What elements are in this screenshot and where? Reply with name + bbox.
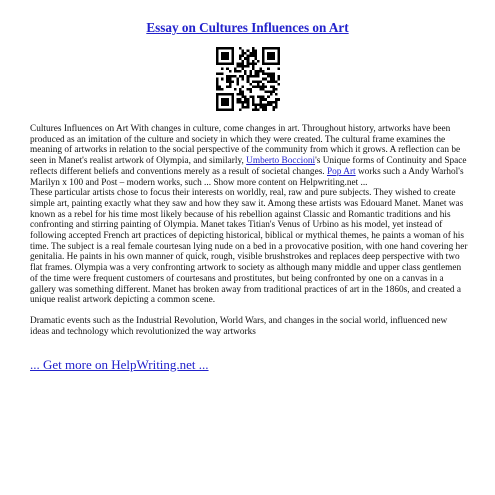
pop-art-link[interactable]: Pop Art	[326, 166, 356, 177]
get-more-link[interactable]: ... Get more on HelpWriting.net ...	[30, 357, 209, 372]
essay-title-link[interactable]: Essay on Cultures Influences on Art	[146, 20, 349, 35]
paragraph-3: Dramatic events such as the Industrial Revolution, World Wars, and changes in the social world, influenced new ideas and technology which revolutionized the way artworks	[30, 315, 448, 337]
paragraph-1	[30, 124, 468, 188]
paragraph-1-text-a: Cultures Influences on Art With changes in culture, come changes in art. Throughout history, artworks have been produced as an imitation of the culture and society in which they were created. The cultural frame examines the meaning of artworks in relation to the social perspective of the community from which it grows. A reflection can be seen in Manet's realist artwork of Olympia, and similarly,	[30, 124, 461, 167]
paragraph-2: These particular artists chose to focus their interests on worldly, real, raw and pure subjects. They wished to create simple art, painting exactly what they saw and how they saw it. Among these artists was Edouard Manet. Manet was known as a rebel for his time most likely because of his rebellion against Classic and Romantic traditions and his confronting and stirring painting of Olympia. Manet takes Titian's Venus of Urbino as his model, yet instead of following accepted French art practices of depicting historical, biblical or mythical themes, he paints a woman of his time. The subject is a real female courtesan lying nude on a bed in a provocative position, with one hand covering her genitalia. He paints in his own manner of quick, rough, visible brushstrokes and replaces deep perspective with two flat frames. Olympia was a very confronting artwork to society as although many middle and upper class gentlemen of the time were frequent customers of courtesans and prostitutes, but being confronted by one on a canvas in a gallery was something different. Manet has broken away from traditional practices of art in the 1860s, and created a unique realist artwork depicting a common scene.	[30, 188, 468, 306]
paragraph-1-text-c: works such a Andy Warhol's Marilyn x 100 and Post – modern works, such ... Show more content on Helpwriting.net ...	[30, 166, 464, 188]
umberto-boccioni-link[interactable]: Umberto Boccioni	[246, 156, 316, 167]
paragraph-1-text-b: 's Unique forms of Continuity and Space reflects different beliefs and conventions merely as a result of societal changes.	[30, 156, 467, 177]
qr-code-icon	[216, 47, 280, 111]
essay-body	[30, 124, 468, 337]
